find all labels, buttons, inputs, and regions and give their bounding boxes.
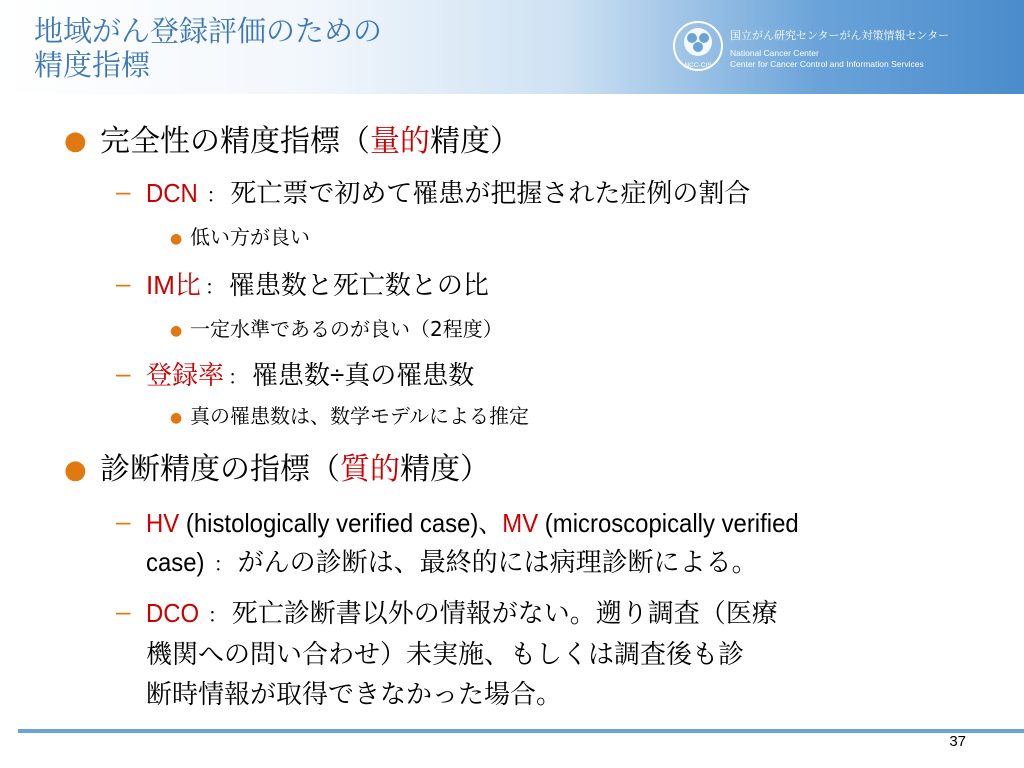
bullet-icon: ● bbox=[64, 126, 87, 156]
dot-icon: ● bbox=[170, 323, 183, 339]
page-number: 37 bbox=[949, 733, 966, 750]
sub-bullet-dco-line2: 機関への問い合わせ）未実施、もしくは調査後も診 bbox=[146, 639, 745, 669]
sub-bullet-im: IM比 ： 罹患数と死亡数との比 bbox=[146, 270, 489, 300]
sub-bullet-dcn: DCN ： 死亡票で初めて罹患が把握された症例の割合 bbox=[146, 178, 751, 208]
org-name-en-2: Center for Cancer Control and Information Services bbox=[730, 59, 924, 69]
sub-sub-bullet-im: 一定水準であるのが良い（2程度） bbox=[190, 317, 503, 341]
dash-icon: – bbox=[116, 268, 131, 298]
header-banner bbox=[0, 0, 1024, 94]
dash-icon: – bbox=[116, 506, 131, 536]
bullet-completeness: 完全性の精度指標（量的精度） bbox=[100, 124, 520, 159]
svg-text:NCC-CIS: NCC-CIS bbox=[684, 62, 712, 69]
sub-bullet-dco-line3: 断時情報が取得できなかった場合。 bbox=[146, 679, 563, 709]
sub-bullet-dco-line1: DCO ： 死亡診断書以外の情報がない。遡り調査（医療 bbox=[146, 598, 778, 628]
org-name-jp: 国立がん研究センターがん対策情報センター bbox=[730, 29, 950, 42]
dot-icon: ● bbox=[170, 410, 183, 426]
bullet-diagnostic: 診断精度の指標（質的精度） bbox=[100, 452, 490, 487]
organization-name bbox=[730, 29, 949, 70]
title-line-1: 地域がん登録評価のための bbox=[34, 14, 383, 48]
dash-icon: – bbox=[116, 176, 131, 206]
ncc-logo-icon bbox=[672, 20, 724, 72]
dash-icon: – bbox=[116, 596, 131, 626]
slide-title bbox=[34, 14, 382, 82]
org-name-en-1: National Cancer Center bbox=[730, 48, 819, 58]
dash-icon: – bbox=[116, 358, 131, 388]
sub-bullet-hv-line1: HV (histologically verified case)、MV (microscopically verified bbox=[146, 508, 799, 538]
title-line-2: 精度指標 bbox=[34, 48, 151, 82]
sub-bullet-registration: 登録率 ： 罹患数÷真の罹患数 bbox=[146, 360, 475, 390]
bullet-icon: ● bbox=[64, 455, 87, 485]
footer-divider bbox=[18, 729, 1024, 733]
sub-sub-bullet-dcn: 低い方が良い bbox=[190, 225, 310, 249]
sub-sub-bullet-registration: 真の罹患数は、数学モデルによる推定 bbox=[190, 404, 529, 428]
dot-icon: ● bbox=[170, 231, 183, 247]
sub-bullet-hv-line2: case) ： がんの診断は、最終的には病理診断による。 bbox=[146, 547, 758, 577]
